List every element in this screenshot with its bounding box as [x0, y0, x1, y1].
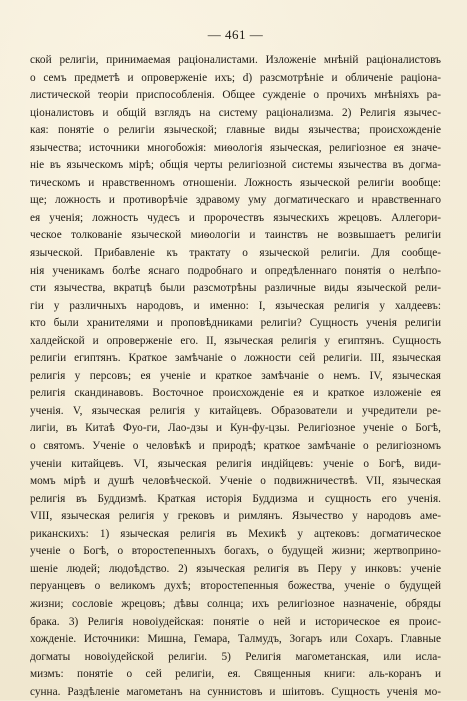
text-line: религіи египтянъ. Краткое замѣчаніе о ложности сей религіи. III, языческая: [30, 352, 441, 365]
text-line: ще; ложность и противорѣчіе здравому уму догматическаго и нравственнаго: [30, 194, 441, 207]
text-line: религія въ Буддизмѣ. Краткая исторія Буддизма и сущность его ученія.: [30, 492, 441, 505]
text-line: ея ученія; ложность чудесъ и пророчествъ языческихъ жрецовъ. Аллегори-: [30, 211, 441, 224]
text-line: перуанцевъ о великомъ духѣ; второстепенныя божества, ученіе о будущей: [30, 580, 441, 593]
text-line: ученіи китайцевъ. VI, языческая религія индійцевъ: ученіе о Богѣ, види-: [30, 457, 441, 470]
text-line: язычества; источники многобожія: миѳологія языческая, религіозное ея значе-: [30, 141, 441, 154]
text-line: халдейской и опроверженіе его. II, языческая религія у египтянъ. Сущность: [30, 334, 441, 347]
text-line: сти язычества, вкратцѣ были разсмотрѣны различные виды языческой рели-: [30, 282, 441, 295]
text-line: религія у персовъ; ея ученіе и краткое замѣчаніе о немъ. IV, языческая: [30, 369, 441, 382]
text-line: ученія. V, языческая религія у китайцевъ. Образователи и учредители ре-: [30, 404, 441, 417]
text-line: гіи у различныхъ народовъ, и именно: I, языческая религія у халдеевъ:: [30, 299, 441, 312]
text-line: ніе въ языческомъ мірѣ; общія черты религіозной системы язычества въ догма-: [30, 159, 441, 172]
text-line: листической теоріи приспособленія. Общее сужденіе о прочихъ мнѣніяхъ ра-: [30, 89, 441, 102]
text-line: о семъ предметѣ и опроверженіе ихъ; d) разсмотрѣніе и обличеніе раціона-: [30, 71, 441, 84]
body-text: [30, 52, 441, 701]
text-line: ской религіи, принимаемая раціоналистами. Изложеніе мнѣній раціоналистовъ: [30, 54, 441, 66]
text-line: лигіи, въ Китаѣ Фуо-ги, Лао-дзы и Кун-фу-цзы. Религіозное ученіе о Богѣ,: [30, 422, 441, 435]
text-line: нія ученикамъ болѣе яснаго подробнаго и опредѣленнаго понятія о нелѣпо-: [30, 264, 441, 277]
text-line: сунна. Раздѣленіе магометанъ на суннистовъ и шіитовъ. Сущность ученія мо-: [30, 685, 441, 698]
text-line: VIII, языческая религія у грековъ и римлянъ. Язычество у народовъ аме-: [30, 510, 441, 523]
page-number: — 461 —: [207, 27, 264, 42]
text-line: риканскихъ: 1) языческая религія въ Мехикѣ у ацтековъ: догматическое: [30, 527, 441, 540]
text-line: кая: понятіе о религіи языческой; главные виды язычества; происхожденіе: [30, 124, 441, 137]
text-line: брака. 3) Религія новоіудейская: понятіе о ней и историческое ея проис-: [30, 615, 441, 628]
text-line: кто были хранителями и проповѣдниками религіи? Сущность ученія религіи: [30, 317, 441, 330]
text-line: мизмъ: понятіе о сей религіи, ея. Священныя книги: аль-коранъ и: [30, 668, 441, 681]
text-line: ученіе о Богѣ, о второстепенныхъ богахъ, о будущей жизни; жертвоприно-: [30, 545, 441, 558]
text-line: момъ мірѣ и душѣ человѣческой. Ученіе о подвижничествѣ. VII, языческая: [30, 475, 441, 488]
text-line: хожденіе. Источники: Мишна, Гемара, Талмудъ, Зогаръ или Сохаръ. Главные: [30, 633, 441, 646]
text-line: догматы новоіудейской религіи. 5) Религія магометанская, или исла-: [30, 650, 441, 663]
text-line: ціоналистовъ и общій взглядъ на систему раціонализма. 2) Религія язычес-: [30, 106, 441, 119]
text-line: о святомъ. Ученіе о человѣкѣ и природѣ; краткое замѣчаніе о религіозномъ: [30, 440, 441, 453]
text-line: жизни; сословіе жрецовъ; дѣвы солнца; ихъ религіозное назначеніе, обряды: [30, 597, 441, 610]
text-line: религія скандинавовъ. Восточное происхожденіе ея и краткое изложеніе ея: [30, 387, 441, 400]
text-line: тическомъ и нравственномъ отношеніи. Ложность языческой религіи вообще:: [30, 176, 441, 189]
text-line: ческое толкованіе языческой миѳологіи и таинствъ не возвышаетъ религіи: [30, 229, 441, 242]
text-line: языческой. Прибавленіе къ трактату о языческой религіи. Для сообще-: [30, 247, 441, 260]
text-line: шеніе людей; людоѣдство. 2) языческая религія въ Перу у инковъ: ученіе: [30, 562, 441, 575]
